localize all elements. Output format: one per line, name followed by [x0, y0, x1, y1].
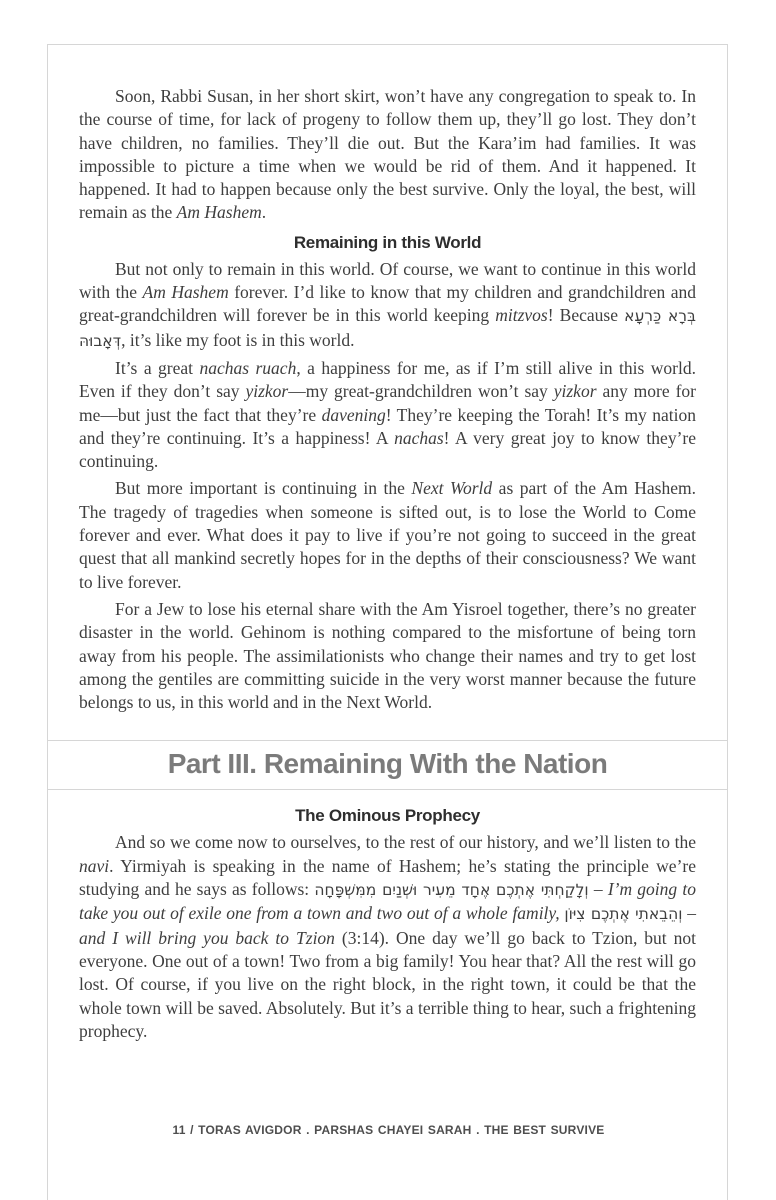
italic-phrase: Am Hashem	[176, 202, 262, 223]
italic-phrase: I’m going to take you out of exile one from a town and two out of a whole family,	[79, 879, 696, 924]
part-banner	[48, 740, 727, 790]
page-content	[48, 45, 727, 1043]
italic-phrase: nachas	[394, 427, 444, 448]
paragraph: It’s a great nachas ruach, a happiness for me, as if I’m still alive in this world. Even if they don’t say yizkor—my great-grandchildren won’t say yizkor any more for me—but just the fact that they’re davening! They’re keeping the Torah! It’s my nation and they’re continuing. It’s a happiness! A nachas! A very great joy to know they’re continuing.	[79, 357, 696, 472]
hebrew-phrase: וְלָקַחְתִּי אֶתְכֶם אֶחָד מֵעִיר וּשְׁנַיִם מִמִּשְׁפָּחָה	[314, 881, 589, 900]
italic-phrase: nachas ruach	[199, 357, 297, 378]
section-heading: Remaining in this World	[293, 232, 482, 252]
italic-phrase: Next World	[411, 478, 493, 499]
italic-phrase: mitzvos	[495, 305, 548, 326]
paragraph: Soon, Rabbi Susan, in her short skirt, won’t have any congregation to speak to. In the course of time, for lack of progeny to follow them up, they’ll go lost. They don’t have children, no families. They’ll die out. But the Kara’im had families. It was impossible to picture a time when we would be rid of them. And it happened. It happened. It had to happen because only the best survive. Only the loyal, the best, will remain as the Am Hashem.	[79, 86, 696, 223]
italic-phrase: Am Hashem	[142, 282, 229, 303]
page-footer: 11 / TORAS AVIGDOR . PARSHAS CHAYEI SARAH . THE BEST SURVIVE	[172, 1123, 605, 1137]
italic-phrase: yizkor	[553, 381, 597, 402]
section-heading: The Ominous Prophecy	[295, 806, 480, 826]
italic-phrase: yizkor	[245, 381, 289, 402]
italic-phrase: and I will bring you back to Tzion	[79, 927, 335, 948]
part-banner-title: Part III. Remaining With the Nation	[167, 748, 608, 780]
hebrew-phrase: בְּרָא כַּרְעָא דְּאָבוּהּ	[79, 307, 696, 350]
italic-phrase: navi	[79, 855, 110, 876]
paragraph: For a Jew to lose his eternal share with the Am Yisroel together, there’s no greater disaster in the world. Gehinom is nothing compared to the misfortune of being torn away from his people. The assimilationists who change their names and try to get lost among the gentiles are committing suicide in the very worst manner because the future belongs to us, in this world and in the Next World.	[79, 598, 696, 713]
italic-phrase: davening	[321, 404, 386, 425]
document-page	[47, 44, 728, 1200]
paragraph: But more important is continuing in the Next World as part of the Am Hashem. The tragedy of tragedies when someone is sifted out, is to lose the World to Come forever and ever. What does it pay to live if you’re not going to succeed in the great quest that all mankind secretly hopes for in the depths of their consciousness? We want to live forever.	[79, 478, 696, 592]
paragraph: And so we come now to ourselves, to the rest of our history, and we’ll listen to the navi. Yirmiyah is speaking in the name of Hashem; he’s stating the principle we’re studying and he says as follows: וְלָקַחְתִּי אֶתְכֶם אֶחָד מֵעִיר וּשְׁנַיִם מִמִּשְׁפָּחָה – I’m going to take you out of exile one from a town and two out of a whole family, וְהֵבֵאתִי אֶתְכֶם צִיּוֹן – and I will bring you back to Tzion (3:14). One day we’ll go back to Tzion, but not everyone. One out of a town! Two from a big family! You hear that? All the rest will go lost. Of course, if you live on the right block, in the right town, it could be that the whole town will be saved. Absolutely. But it’s a terrible thing to hear, such a frightening prophecy.	[79, 832, 697, 1041]
paragraph: But not only to remain in this world. Of course, we want to continue in this world with the Am Hashem forever. I’d like to know that my children and grandchildren and great-grandchildren will forever be in this world keeping mitzvos! Because בְּרָא כַּרְעָא דְּאָבוּהּ, it’s like my foot is in this world.	[79, 258, 696, 350]
hebrew-phrase: וְהֵבֵאתִי אֶתְכֶם צִיּוֹן	[564, 905, 683, 924]
